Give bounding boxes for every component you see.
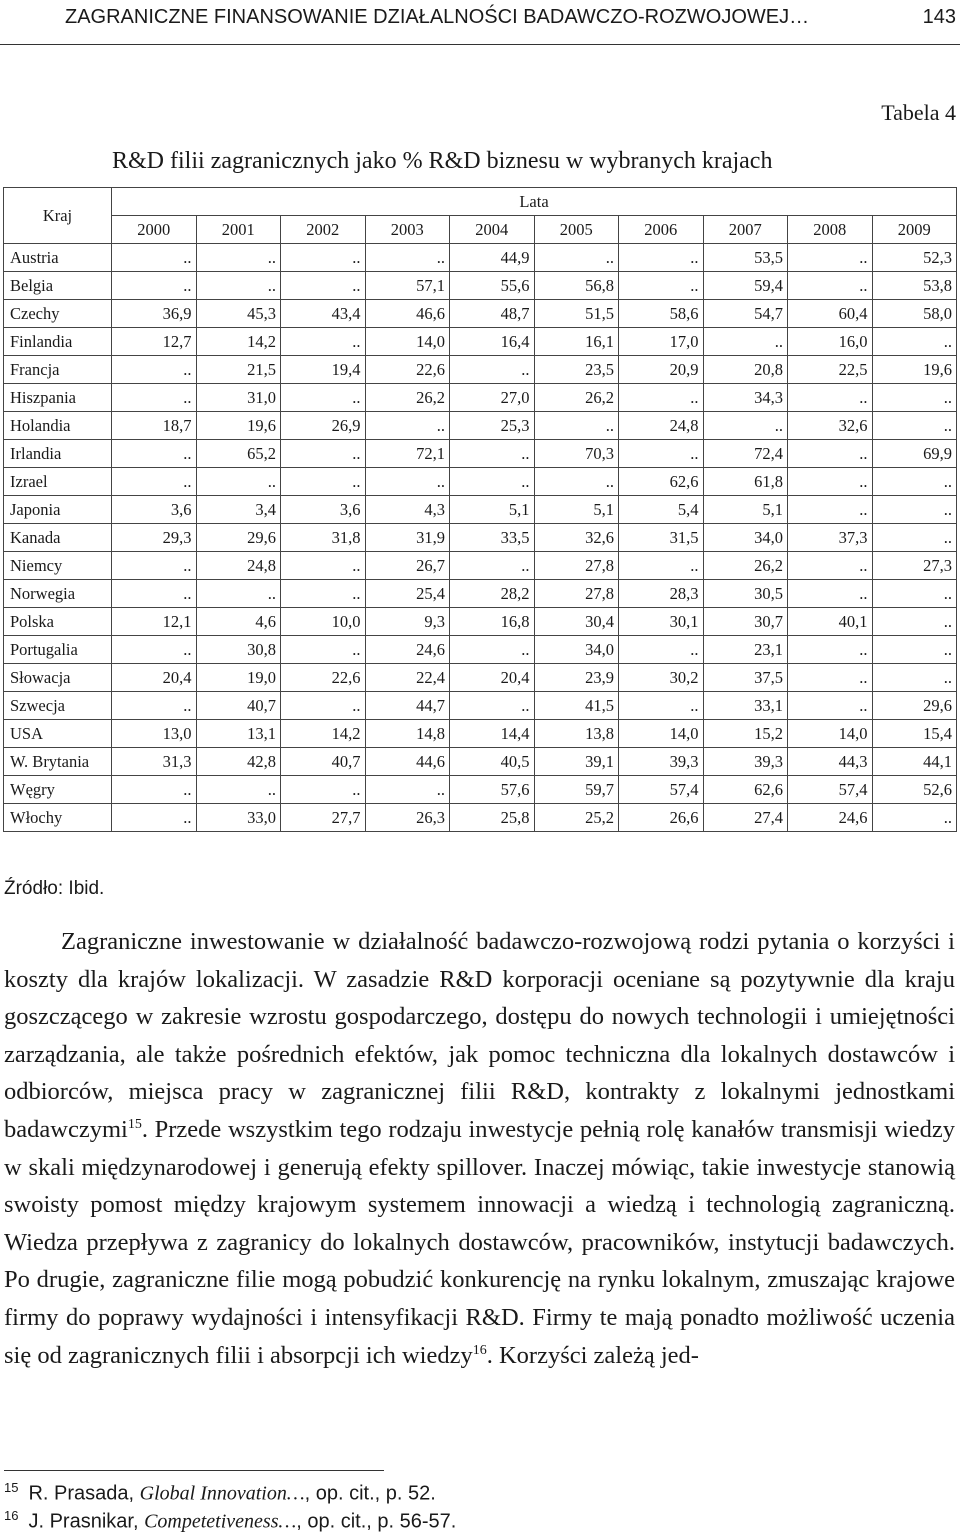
value-cell: .. bbox=[281, 244, 366, 272]
value-cell: 22,5 bbox=[788, 356, 873, 384]
value-cell: 40,1 bbox=[788, 608, 873, 636]
table-row bbox=[4, 776, 957, 804]
value-cell: .. bbox=[112, 636, 197, 664]
value-cell: 14,4 bbox=[450, 720, 535, 748]
value-cell: .. bbox=[450, 440, 535, 468]
value-cell: 52,3 bbox=[872, 244, 957, 272]
table-row bbox=[4, 608, 957, 636]
value-cell: 33,1 bbox=[703, 692, 788, 720]
year-header-2004: 2004 bbox=[450, 216, 535, 244]
value-cell: .. bbox=[872, 496, 957, 524]
footnote-author: J. Prasnikar, bbox=[28, 1510, 145, 1533]
value-cell: 5,1 bbox=[534, 496, 619, 524]
value-cell: 19,6 bbox=[872, 356, 957, 384]
running-header bbox=[0, 0, 960, 45]
value-cell: .. bbox=[534, 412, 619, 440]
value-cell: 3,6 bbox=[281, 496, 366, 524]
value-cell: .. bbox=[872, 664, 957, 692]
value-cell: 15,4 bbox=[872, 720, 957, 748]
value-cell: .. bbox=[534, 468, 619, 496]
country-cell: Francja bbox=[4, 356, 112, 384]
footnote-number: 16 bbox=[4, 1508, 19, 1523]
value-cell: 33,5 bbox=[450, 524, 535, 552]
value-cell: 28,3 bbox=[619, 580, 704, 608]
value-cell: 18,7 bbox=[112, 412, 197, 440]
value-cell: 17,0 bbox=[619, 328, 704, 356]
country-cell: Hiszpania bbox=[4, 384, 112, 412]
value-cell: .. bbox=[196, 468, 281, 496]
value-cell: 25,2 bbox=[534, 804, 619, 832]
paragraph-text-3: . Korzyści zależą jed- bbox=[486, 1341, 699, 1369]
value-cell: .. bbox=[872, 580, 957, 608]
country-cell: Szwecja bbox=[4, 692, 112, 720]
value-cell: 19,6 bbox=[196, 412, 281, 440]
value-cell: .. bbox=[703, 328, 788, 356]
footnote-rest: , op. cit., p. 56-57. bbox=[296, 1510, 457, 1533]
value-cell: 69,9 bbox=[872, 440, 957, 468]
value-cell: .. bbox=[281, 776, 366, 804]
value-cell: 26,3 bbox=[365, 804, 450, 832]
country-cell: Izrael bbox=[4, 468, 112, 496]
value-cell: 41,5 bbox=[534, 692, 619, 720]
country-cell: Belgia bbox=[4, 272, 112, 300]
value-cell: .. bbox=[281, 692, 366, 720]
value-cell: 40,7 bbox=[196, 692, 281, 720]
value-cell: .. bbox=[619, 692, 704, 720]
table-row bbox=[4, 412, 957, 440]
table-row bbox=[4, 580, 957, 608]
year-header-2005: 2005 bbox=[534, 216, 619, 244]
value-cell: 60,4 bbox=[788, 300, 873, 328]
value-cell: 40,7 bbox=[281, 748, 366, 776]
running-title: ZAGRANICZNE FINANSOWANIE DZIAŁALNOŚCI BADAWCZO-ROZWOJOWEJ… bbox=[65, 6, 810, 28]
value-cell: .. bbox=[619, 244, 704, 272]
value-cell: 24,6 bbox=[365, 636, 450, 664]
value-cell: .. bbox=[112, 468, 197, 496]
value-cell: 46,6 bbox=[365, 300, 450, 328]
value-cell: 26,2 bbox=[534, 384, 619, 412]
value-cell: 31,3 bbox=[112, 748, 197, 776]
country-cell: Polska bbox=[4, 608, 112, 636]
value-cell: .. bbox=[112, 440, 197, 468]
table-row bbox=[4, 692, 957, 720]
value-cell: 45,3 bbox=[196, 300, 281, 328]
value-cell: 16,0 bbox=[788, 328, 873, 356]
value-cell: 59,7 bbox=[534, 776, 619, 804]
value-cell: 14,0 bbox=[365, 328, 450, 356]
value-cell: 61,8 bbox=[703, 468, 788, 496]
table-row bbox=[4, 496, 957, 524]
value-cell: 58,0 bbox=[872, 300, 957, 328]
value-cell: .. bbox=[619, 440, 704, 468]
value-cell: 27,8 bbox=[534, 552, 619, 580]
value-cell: 56,8 bbox=[534, 272, 619, 300]
value-cell: 20,4 bbox=[450, 664, 535, 692]
value-cell: 70,3 bbox=[534, 440, 619, 468]
table-row bbox=[4, 748, 957, 776]
value-cell: 21,5 bbox=[196, 356, 281, 384]
value-cell: 16,4 bbox=[450, 328, 535, 356]
value-cell: 13,8 bbox=[534, 720, 619, 748]
value-cell: 12,7 bbox=[112, 328, 197, 356]
value-cell: .. bbox=[788, 272, 873, 300]
country-cell: Węgry bbox=[4, 776, 112, 804]
footnote-rest: , op. cit., p. 52. bbox=[304, 1482, 436, 1505]
value-cell: .. bbox=[872, 804, 957, 832]
value-cell: 51,5 bbox=[534, 300, 619, 328]
value-cell: .. bbox=[450, 636, 535, 664]
value-cell: 33,0 bbox=[196, 804, 281, 832]
value-cell: 44,7 bbox=[365, 692, 450, 720]
value-cell: 23,5 bbox=[534, 356, 619, 384]
value-cell: 22,6 bbox=[281, 664, 366, 692]
value-cell: .. bbox=[112, 580, 197, 608]
value-cell: 44,9 bbox=[450, 244, 535, 272]
value-cell: 55,6 bbox=[450, 272, 535, 300]
value-cell: 27,7 bbox=[281, 804, 366, 832]
table-row bbox=[4, 384, 957, 412]
value-cell: 48,7 bbox=[450, 300, 535, 328]
value-cell: .. bbox=[872, 412, 957, 440]
value-cell: .. bbox=[196, 244, 281, 272]
value-cell: 24,6 bbox=[788, 804, 873, 832]
value-cell: .. bbox=[788, 496, 873, 524]
value-cell: .. bbox=[788, 580, 873, 608]
value-cell: .. bbox=[619, 636, 704, 664]
table-row bbox=[4, 636, 957, 664]
value-cell: 44,3 bbox=[788, 748, 873, 776]
value-cell: .. bbox=[281, 440, 366, 468]
value-cell: .. bbox=[872, 468, 957, 496]
value-cell: .. bbox=[112, 804, 197, 832]
value-cell: 5,4 bbox=[619, 496, 704, 524]
value-cell: .. bbox=[788, 440, 873, 468]
value-cell: .. bbox=[281, 384, 366, 412]
country-cell: Niemcy bbox=[4, 552, 112, 580]
value-cell: 39,3 bbox=[619, 748, 704, 776]
value-cell: 26,2 bbox=[703, 552, 788, 580]
value-cell: .. bbox=[788, 692, 873, 720]
year-header-2000: 2000 bbox=[112, 216, 197, 244]
table-row bbox=[4, 804, 957, 832]
table-row bbox=[4, 552, 957, 580]
country-cell: Austria bbox=[4, 244, 112, 272]
value-cell: .. bbox=[619, 272, 704, 300]
value-cell: 27,0 bbox=[450, 384, 535, 412]
value-cell: .. bbox=[450, 692, 535, 720]
value-cell: .. bbox=[112, 692, 197, 720]
table-header-row bbox=[4, 188, 957, 216]
value-cell: .. bbox=[112, 552, 197, 580]
value-cell: .. bbox=[196, 272, 281, 300]
value-cell: 3,4 bbox=[196, 496, 281, 524]
value-cell: .. bbox=[872, 384, 957, 412]
value-cell: 20,9 bbox=[619, 356, 704, 384]
country-cell: Kanada bbox=[4, 524, 112, 552]
value-cell: .. bbox=[534, 244, 619, 272]
value-cell: 34,0 bbox=[534, 636, 619, 664]
value-cell: 57,1 bbox=[365, 272, 450, 300]
footnote-author: R. Prasada, bbox=[28, 1482, 140, 1505]
table-caption: R&D filii zagranicznych jako % R&D biznesu w wybranych krajach bbox=[112, 148, 773, 174]
years-group-header: Lata bbox=[112, 188, 957, 216]
body-paragraph bbox=[4, 923, 955, 1374]
value-cell: 14,2 bbox=[281, 720, 366, 748]
value-cell: 65,2 bbox=[196, 440, 281, 468]
value-cell: 15,2 bbox=[703, 720, 788, 748]
years-header-row bbox=[4, 216, 957, 244]
value-cell: 26,6 bbox=[619, 804, 704, 832]
year-header-2007: 2007 bbox=[703, 216, 788, 244]
value-cell: .. bbox=[872, 636, 957, 664]
value-cell: 14,0 bbox=[788, 720, 873, 748]
value-cell: 16,8 bbox=[450, 608, 535, 636]
footnote-title: Global Innovation… bbox=[139, 1482, 305, 1505]
value-cell: .. bbox=[450, 356, 535, 384]
value-cell: 31,9 bbox=[365, 524, 450, 552]
value-cell: .. bbox=[703, 412, 788, 440]
value-cell: 43,4 bbox=[281, 300, 366, 328]
value-cell: .. bbox=[281, 580, 366, 608]
value-cell: 37,3 bbox=[788, 524, 873, 552]
value-cell: 57,4 bbox=[788, 776, 873, 804]
value-cell: .. bbox=[788, 468, 873, 496]
value-cell: .. bbox=[281, 636, 366, 664]
country-cell: Finlandia bbox=[4, 328, 112, 356]
year-header-2002: 2002 bbox=[281, 216, 366, 244]
value-cell: .. bbox=[450, 468, 535, 496]
value-cell: 39,3 bbox=[703, 748, 788, 776]
year-header-2006: 2006 bbox=[619, 216, 704, 244]
value-cell: 26,7 bbox=[365, 552, 450, 580]
footnote-number: 15 bbox=[4, 1480, 19, 1495]
value-cell: 44,6 bbox=[365, 748, 450, 776]
value-cell: 30,4 bbox=[534, 608, 619, 636]
footnote-ref-15[interactable]: 15 bbox=[127, 1116, 142, 1132]
value-cell: 37,5 bbox=[703, 664, 788, 692]
year-header-2008: 2008 bbox=[788, 216, 873, 244]
footnote-15 bbox=[4, 1480, 436, 1506]
value-cell: 5,1 bbox=[703, 496, 788, 524]
country-cell: Irlandia bbox=[4, 440, 112, 468]
value-cell: 27,3 bbox=[872, 552, 957, 580]
value-cell: 32,6 bbox=[788, 412, 873, 440]
value-cell: 30,5 bbox=[703, 580, 788, 608]
value-cell: .. bbox=[788, 664, 873, 692]
value-cell: 62,6 bbox=[619, 468, 704, 496]
table-row bbox=[4, 664, 957, 692]
paragraph-text-2: . Przede wszystkim tego rodzaju inwestycje pełnią rolę kanałów transmisji wiedzy w skali międzynarodowej i generują efekty spillover. Inaczej mówiąc, takie inwestycje stanowią swoisty pomost między krajowym systemem innowacji a wiedzą i technologią zagraniczną. Wiedza przepływa z zagranicy do lokalnych dostawców, pracowników, instytucji badawczych. Po drugie, zagraniczne filie mogą pobudzić konkurencję na rynku lokalnym, zmuszając krajowe firmy do poprawy wydajności i intensyfikacji R&D. Firmy te mają ponadto możliwość uczenia się od zagranicznych filii i absorpcji ich wiedzy bbox=[4, 1115, 955, 1369]
value-cell: .. bbox=[872, 524, 957, 552]
value-cell: 16,1 bbox=[534, 328, 619, 356]
value-cell: 23,9 bbox=[534, 664, 619, 692]
country-cell: Norwegia bbox=[4, 580, 112, 608]
value-cell: 34,0 bbox=[703, 524, 788, 552]
value-cell: 22,4 bbox=[365, 664, 450, 692]
value-cell: 12,1 bbox=[112, 608, 197, 636]
value-cell: 26,9 bbox=[281, 412, 366, 440]
value-cell: 31,5 bbox=[619, 524, 704, 552]
footnote-divider bbox=[4, 1470, 384, 1471]
value-cell: .. bbox=[365, 776, 450, 804]
value-cell: 30,2 bbox=[619, 664, 704, 692]
value-cell: .. bbox=[281, 272, 366, 300]
year-header-2001: 2001 bbox=[196, 216, 281, 244]
value-cell: .. bbox=[112, 384, 197, 412]
footnote-16 bbox=[4, 1508, 456, 1534]
table-body bbox=[4, 244, 957, 832]
value-cell: 22,6 bbox=[365, 356, 450, 384]
value-cell: 44,1 bbox=[872, 748, 957, 776]
table-source: Źródło: Ibid. bbox=[4, 878, 105, 899]
value-cell: 29,6 bbox=[196, 524, 281, 552]
year-header-2003: 2003 bbox=[365, 216, 450, 244]
page-number: 143 bbox=[922, 6, 956, 28]
value-cell: 25,3 bbox=[450, 412, 535, 440]
value-cell: .. bbox=[365, 468, 450, 496]
value-cell: 32,6 bbox=[534, 524, 619, 552]
value-cell: 31,0 bbox=[196, 384, 281, 412]
value-cell: .. bbox=[619, 384, 704, 412]
country-cell: Czechy bbox=[4, 300, 112, 328]
country-cell: Słowacja bbox=[4, 664, 112, 692]
value-cell: .. bbox=[281, 552, 366, 580]
value-cell: 59,4 bbox=[703, 272, 788, 300]
table-row bbox=[4, 440, 957, 468]
table-row bbox=[4, 524, 957, 552]
paragraph-text-1: Zagraniczne inwestowanie w działalność badawczo-rozwojową rodzi pytania o korzyści i koszty dla krajów lokalizacji. W zasadzie R&D korporacji oceniane są pozytywnie dla kraju goszczącego w zakresie wzrostu gospodarczego, dostępu do nowych technologii i umiejętności zarządzania, ale także pośrednich efektów, jak pomoc techniczna dla lokalnych dostawców i odbiorców, miejsca pracy w zagranicznej filii R&D, kontrakty z lokalnymi jednostkami badawczymi bbox=[4, 928, 955, 1143]
table-row bbox=[4, 328, 957, 356]
value-cell: 72,1 bbox=[365, 440, 450, 468]
value-cell: .. bbox=[788, 552, 873, 580]
value-cell: 14,8 bbox=[365, 720, 450, 748]
value-cell: 25,4 bbox=[365, 580, 450, 608]
table-label: Tabela 4 bbox=[881, 100, 956, 125]
value-cell: .. bbox=[112, 356, 197, 384]
value-cell: 30,8 bbox=[196, 636, 281, 664]
value-cell: 27,4 bbox=[703, 804, 788, 832]
value-cell: 62,6 bbox=[703, 776, 788, 804]
value-cell: 39,1 bbox=[534, 748, 619, 776]
country-cell: Portugalia bbox=[4, 636, 112, 664]
value-cell: 29,3 bbox=[112, 524, 197, 552]
value-cell: 5,1 bbox=[450, 496, 535, 524]
value-cell: 27,8 bbox=[534, 580, 619, 608]
value-cell: 13,1 bbox=[196, 720, 281, 748]
value-cell: .. bbox=[196, 776, 281, 804]
value-cell: 14,0 bbox=[619, 720, 704, 748]
value-cell: 19,4 bbox=[281, 356, 366, 384]
value-cell: 54,7 bbox=[703, 300, 788, 328]
table-row bbox=[4, 720, 957, 748]
footnote-ref-16[interactable]: 16 bbox=[472, 1342, 487, 1358]
value-cell: 52,6 bbox=[872, 776, 957, 804]
value-cell: 42,8 bbox=[196, 748, 281, 776]
table-row bbox=[4, 300, 957, 328]
value-cell: .. bbox=[450, 552, 535, 580]
value-cell: 24,8 bbox=[619, 412, 704, 440]
value-cell: .. bbox=[365, 244, 450, 272]
value-cell: 57,6 bbox=[450, 776, 535, 804]
data-table bbox=[3, 187, 957, 832]
value-cell: .. bbox=[788, 244, 873, 272]
value-cell: .. bbox=[788, 636, 873, 664]
value-cell: .. bbox=[112, 776, 197, 804]
value-cell: 14,2 bbox=[196, 328, 281, 356]
value-cell: 53,5 bbox=[703, 244, 788, 272]
value-cell: 9,3 bbox=[365, 608, 450, 636]
value-cell: 29,6 bbox=[872, 692, 957, 720]
country-column-header: Kraj bbox=[4, 188, 112, 244]
table-row bbox=[4, 272, 957, 300]
value-cell: .. bbox=[872, 608, 957, 636]
value-cell: .. bbox=[788, 384, 873, 412]
value-cell: .. bbox=[365, 412, 450, 440]
value-cell: 23,1 bbox=[703, 636, 788, 664]
value-cell: 19,0 bbox=[196, 664, 281, 692]
value-cell: 4,6 bbox=[196, 608, 281, 636]
country-cell: Japonia bbox=[4, 496, 112, 524]
value-cell: 25,8 bbox=[450, 804, 535, 832]
country-cell: W. Brytania bbox=[4, 748, 112, 776]
value-cell: 20,8 bbox=[703, 356, 788, 384]
value-cell: .. bbox=[281, 328, 366, 356]
value-cell: 40,5 bbox=[450, 748, 535, 776]
value-cell: 28,2 bbox=[450, 580, 535, 608]
value-cell: 30,7 bbox=[703, 608, 788, 636]
value-cell: 36,9 bbox=[112, 300, 197, 328]
table-row bbox=[4, 468, 957, 496]
value-cell: 13,0 bbox=[112, 720, 197, 748]
value-cell: 72,4 bbox=[703, 440, 788, 468]
value-cell: 3,6 bbox=[112, 496, 197, 524]
value-cell: .. bbox=[196, 580, 281, 608]
value-cell: 31,8 bbox=[281, 524, 366, 552]
value-cell: 10,0 bbox=[281, 608, 366, 636]
value-cell: 4,3 bbox=[365, 496, 450, 524]
value-cell: 24,8 bbox=[196, 552, 281, 580]
table-row bbox=[4, 244, 957, 272]
value-cell: 30,1 bbox=[619, 608, 704, 636]
table-row bbox=[4, 356, 957, 384]
value-cell: 58,6 bbox=[619, 300, 704, 328]
value-cell: 26,2 bbox=[365, 384, 450, 412]
value-cell: .. bbox=[112, 244, 197, 272]
value-cell: 57,4 bbox=[619, 776, 704, 804]
footnote-title: Competetiveness… bbox=[144, 1510, 297, 1533]
value-cell: .. bbox=[872, 328, 957, 356]
year-header-2009: 2009 bbox=[872, 216, 957, 244]
value-cell: .. bbox=[281, 468, 366, 496]
country-cell: Włochy bbox=[4, 804, 112, 832]
country-cell: USA bbox=[4, 720, 112, 748]
value-cell: .. bbox=[619, 552, 704, 580]
value-cell: 20,4 bbox=[112, 664, 197, 692]
value-cell: .. bbox=[112, 272, 197, 300]
value-cell: 53,8 bbox=[872, 272, 957, 300]
country-cell: Holandia bbox=[4, 412, 112, 440]
value-cell: 34,3 bbox=[703, 384, 788, 412]
